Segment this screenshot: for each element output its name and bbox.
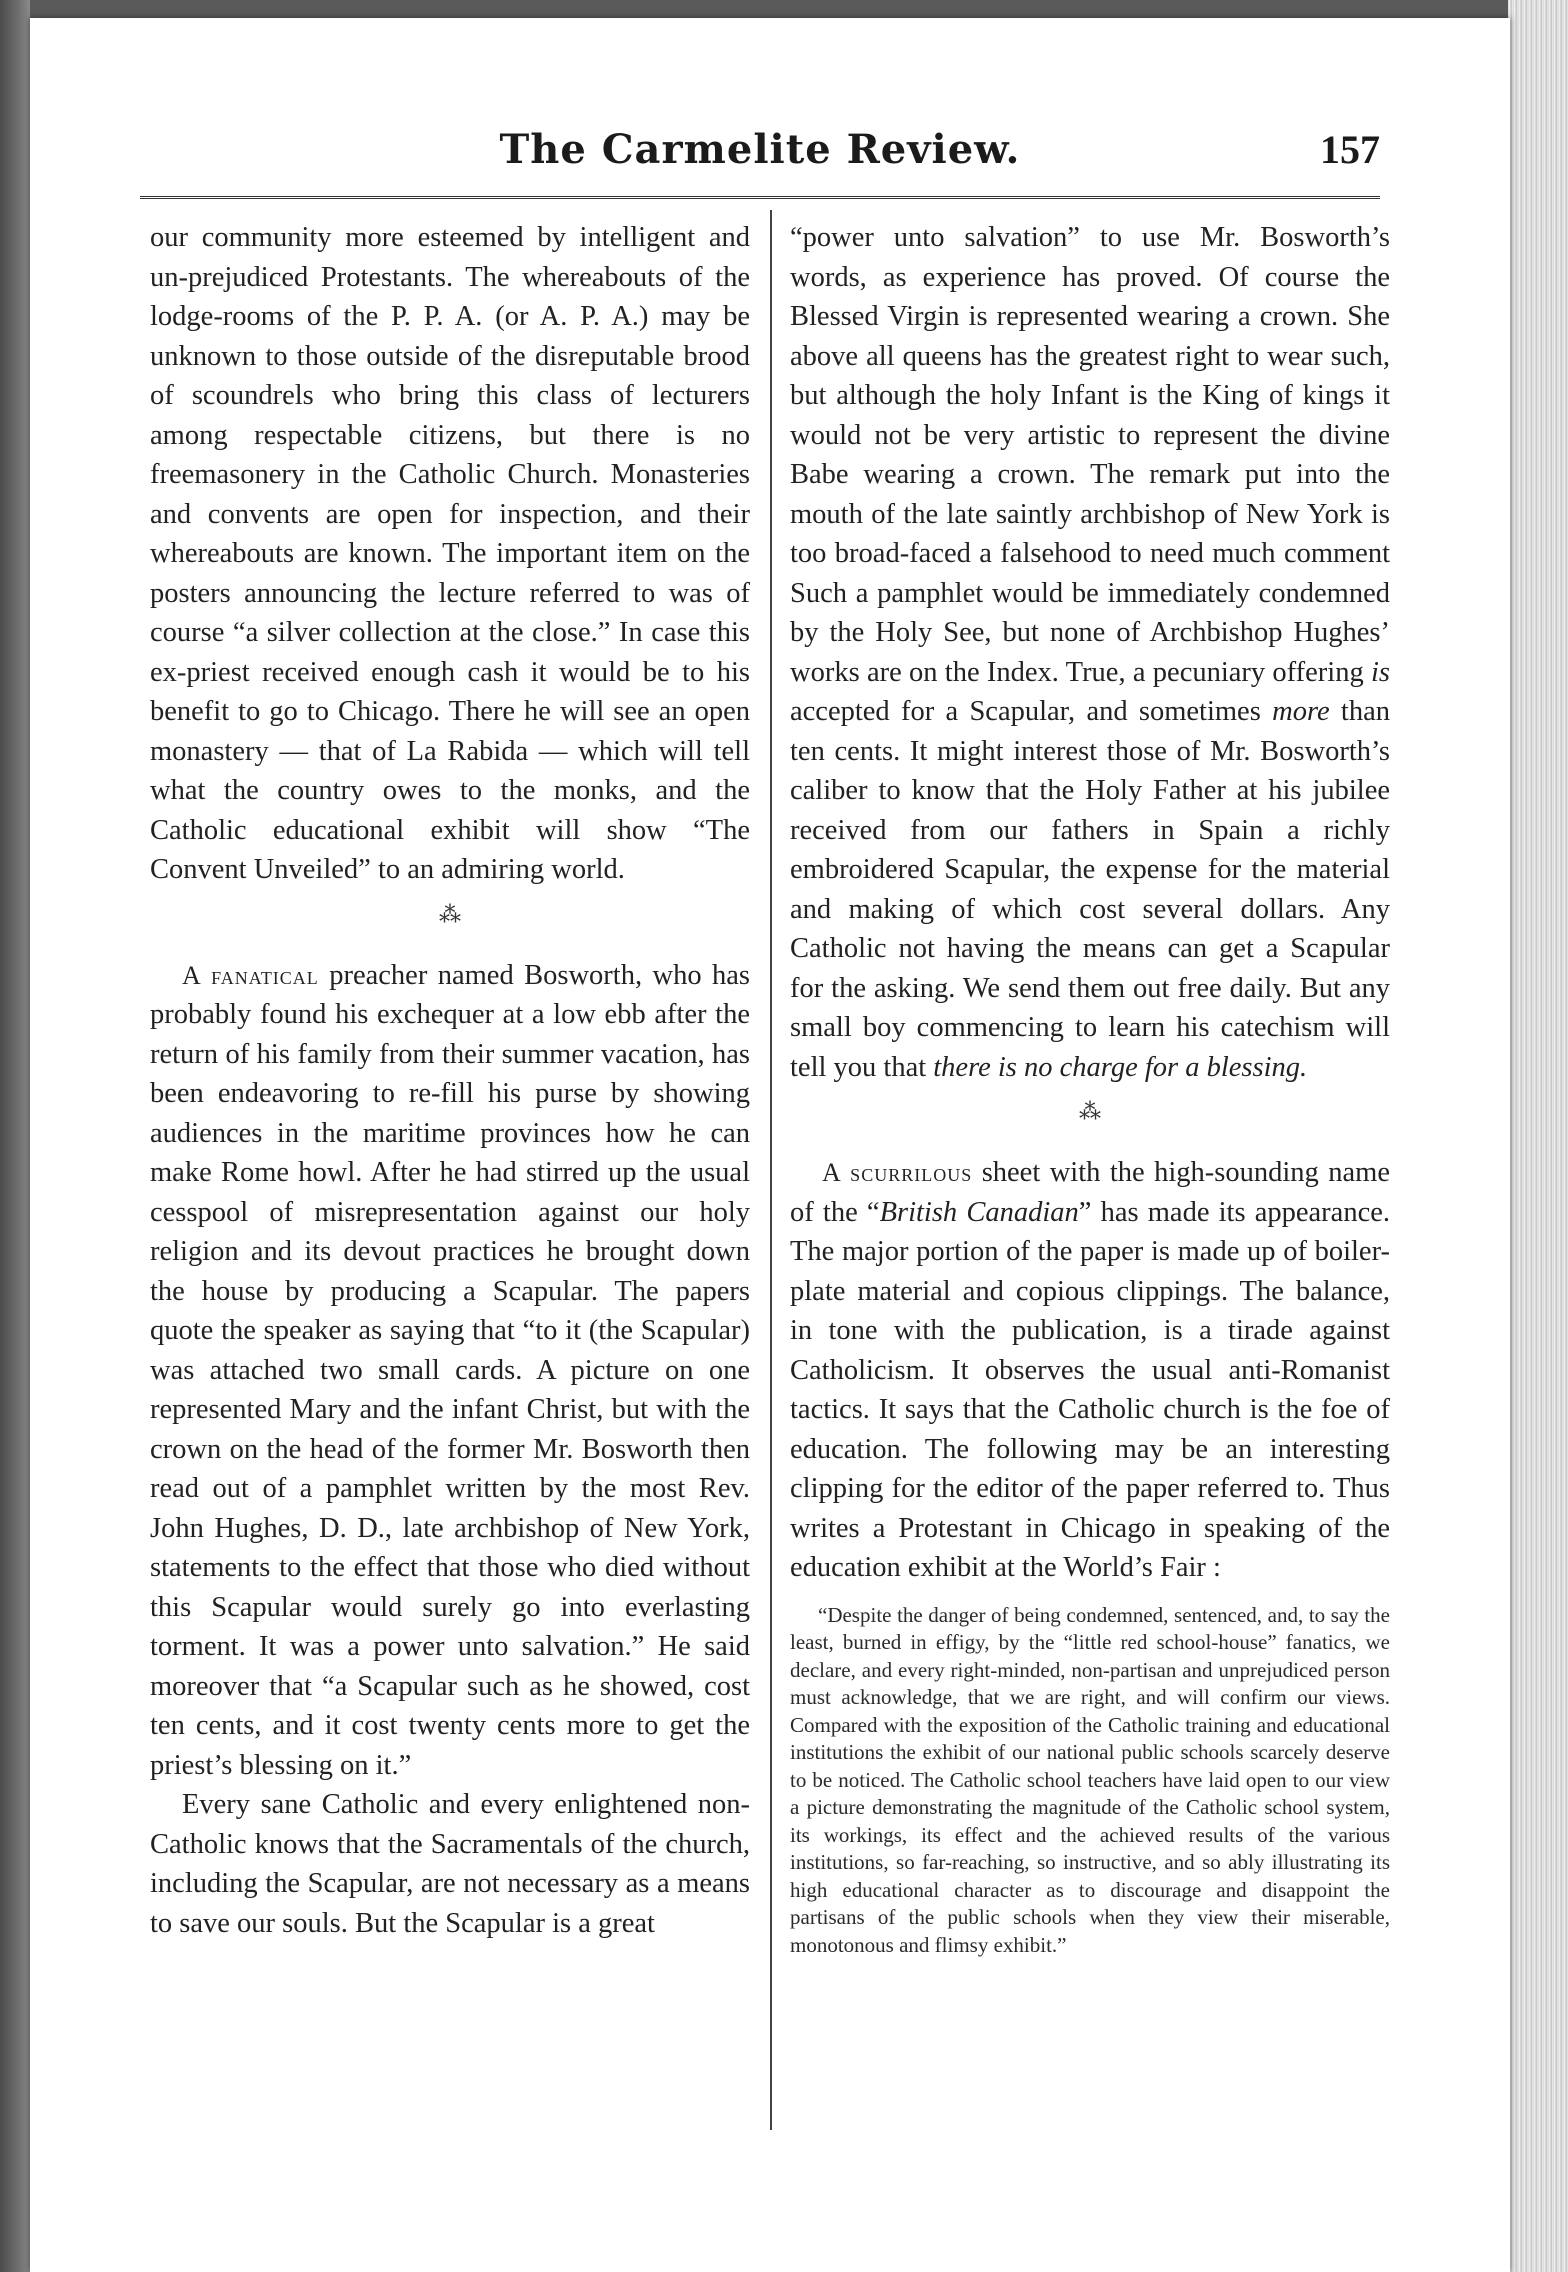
page-header [140, 126, 1380, 186]
paragraph-text: “power unto salvation” to use Mr. Bosworth’s words, as experience has proved. Of course the Blessed Virgin is represented wearing a crown. She above all queens has the greatest right to wear such, but although the holy Infant is the King of kings it would not be very artistic to represent the divine Babe wearing a crown. The remark put into the mouth of the late saintly archbishop of New York is too broad-faced a falsehood to need much comment Such a pamphlet would be immediately condemned by the Holy See, but none of Archbishop Hughes’ works are on the Index. True, a pecuniary offering [790, 222, 1390, 688]
italic-more: more [1272, 696, 1330, 727]
section-separator: ⁂ [1079, 1099, 1101, 1124]
italic-blessing: there is no charge for a blessing. [933, 1051, 1308, 1083]
left-column [150, 218, 750, 1943]
paragraph-text: preacher named Bosworth, who has probably found his exchequer at a low ebb after the return of his family from their summer vacation, has been endeavoring to re-fill his purse by showing audiences in the maritime provinces how he can make Rome howl. After he had stirred up the usual cesspool of misrepresentation against our holy religion and its devout practices he brought down the house by producing a Scapular. The papers quote the speaker as saying that “to it (the Scapular) was attached two small cards. A picture on one represented Mary and the infant Christ, but with the crown on the head of the former Mr. Bosworth then read out of a pamphlet written by the most Rev. John Hughes, D. D., late archbishop of New York, statements to the effect that those who died without this Scapular would surely go into everlasting torment. It was a power unto salvation.” He said moreover that “a Scapular such as he showed, cost ten cents, and it cost twenty cents more to get the priest’s blessing on it.” [150, 959, 750, 1781]
section-separator: ⁂ [439, 901, 461, 927]
paragraph-text: ” has made its appearance. The major portion of the paper is made up of boiler-plate material and copious clippings. The balance, in tone with the publication, is a tirade against Catholicism. It observes the usual anti-Romanist tactics. It says that the Catholic church is the foe of education. The following may be an interesting clipping for the editor of the paper referred to. Thus writes a Protestant in Chicago in speaking of the education exhibit at the World’s Fair : [790, 1196, 1390, 1583]
paragraph-sacramentals: Every sane Catholic and every enlightened non-Catholic knows that the Sacramentals of the church, including the Scapular, are not necessary as a means to save our souls. But the Scapular is a great [150, 1789, 750, 1939]
book-binding [0, 0, 30, 2272]
italic-is: is [1370, 656, 1390, 688]
book-page [30, 18, 1510, 2272]
page-number: 157 [1320, 127, 1380, 172]
paragraph-text: sheet with the high-sounding name of the “ [790, 1157, 1390, 1228]
page-edges [1508, 0, 1568, 2272]
italic-paper-name: British Canadian [879, 1196, 1079, 1228]
column-divider [770, 210, 772, 2130]
running-title: The Carmelite Review. [499, 126, 1021, 173]
paragraph-text: than ten cents. It might interest those of Mr. Bosworth’s caliber to know that the Holy Father at his jubilee received from our fathers in Spain a richly embroidered Scapular, the expense for the material and making of which cost several dollars. Any Catholic not having the means can get a Scapular for the asking. We send them out free daily. But any small boy commencing to learn his catechism will tell you that [790, 696, 1390, 1083]
quote-text: “Despite the danger of being condemned, sentenced, and, to say the least, burned in effigy, by the “little red school-house” fanatics, we declare, and every right-minded, non-partisan and unprejudiced person must acknowledge, that we are right, and will confirm our views. Compared with the exposition of the Catholic training and educational institutions the exhibit of our national public schools scarcely deserve to be noticed. The Catholic school teachers have laid open to our view a picture demonstrating the magnitude of the Catholic school system, its workings, its effect and the achieved results of the various institutions, so far-reaching, so instructive, and so ably illustrating its high educational character as to discourage and disappoint the partisans of the public schools when they view their miserable, monotonous and flimsy exhibit.” [790, 1602, 1390, 1957]
paragraph-british-canadian [790, 1153, 1390, 1588]
right-column [790, 218, 1390, 1959]
paragraph-text: accepted for a Scapular, and sometimes [790, 696, 1273, 727]
header-rule [140, 196, 1380, 199]
paragraph-continuation: our community more esteemed by intelligent and un-prejudiced Protestants. The whereabouts of the lodge-rooms of the P. P. A. (or A. P. A.) may be unknown to those outside of the disreputable brood of scoundrels who bring this class of lecturers among respectable citizens, but there is no freemasonery in the Catholic Church. Monasteries and convents are open for inspection, and their whereabouts are known. The important item on the posters announcing the lecture referred to was of course “a silver collection at the close.” In case this ex-priest received enough cash it would be to his benefit to go to Chicago. There he will see an open monastery — that of La Rabida — which will tell what the country owes to the monks, and the Catholic educational exhibit will show “The Convent Unveiled” to an admiring world. [150, 222, 750, 885]
paragraph-power-unto-salvation [790, 218, 1390, 1087]
section-lead: A fanatical [182, 960, 319, 990]
block-quote [790, 1602, 1390, 1960]
section-lead: A scurrilous [822, 1158, 973, 1187]
paragraph-bosworth [150, 956, 750, 1786]
